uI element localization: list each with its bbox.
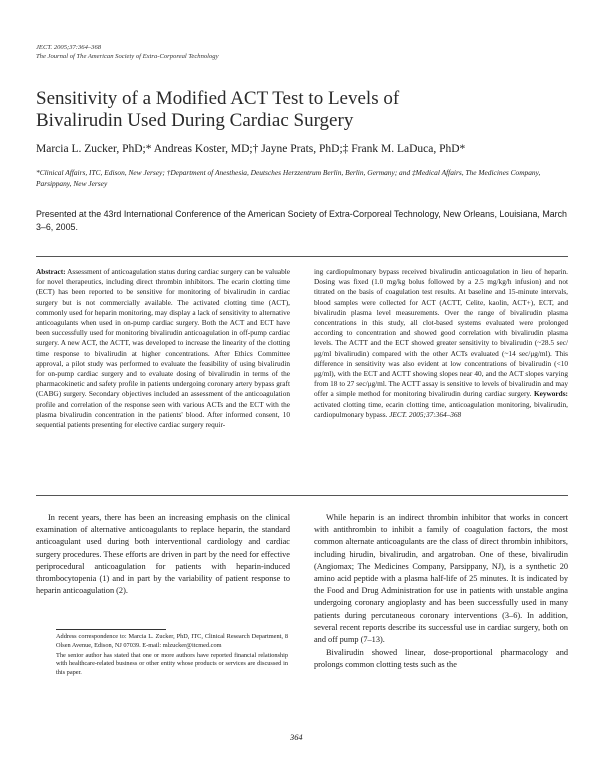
keywords-text: activated clotting time, ecarin clotting time, anticoagulation monitoring, bivalirudin, cardiopulmonary bypass. xyxy=(314,399,568,419)
article-title: Sensitivity of a Modified ACT Test to Levels of Bivalirudin Used During Cardiac Surgery xyxy=(36,88,400,131)
abstract-column-right xyxy=(314,267,568,420)
abstract-citation: JECT. 2005;37:364–368 xyxy=(389,409,462,419)
journal-name: The Journal of The American Society of Extra-Corporeal Technology xyxy=(36,52,219,60)
page-number: 364 xyxy=(290,733,303,742)
abstract-top-rule xyxy=(36,256,568,257)
abstract-label: Abstract: xyxy=(36,267,66,276)
body-paragraph: Bivalirudin showed linear, dose-proportional pharmacology and prolongs common clotting tests such as the xyxy=(314,648,568,670)
affiliations: *Clinical Affairs, ITC, Edison, New Jersey; †Department of Anesthesia, Deutsches Herzzentrum Berlin, Berlin, Germany; and ‡Medical Affairs, The Medicines Company, Parsippany, New Jersey xyxy=(36,168,541,188)
footnote-disclosure: The senior author has stated that one or more authors have reported financial relationship with healthcare-related business or other entity whose products or services are discussed in this paper. xyxy=(56,651,288,677)
abstract-column-left xyxy=(36,267,290,430)
footnote-divider xyxy=(56,629,166,630)
abstract-bottom-rule xyxy=(36,495,568,496)
body-paragraph: In recent years, there has been an increasing emphasis on the clinical examination of alternative anticoagulants to replace heparin, the standard anticoagulant used during both interventional cardiology and cardiac surgery procedures. These efforts are driven in part by the need for effective periprocedural anticoagulation for patients with heparin-induced thrombocytopenia (1) and in part by the variability of patient response to heparin anticoagulation (2). xyxy=(36,513,290,596)
author-list: Marcia L. Zucker, PhD;* Andreas Koster, MD;† Jayne Prats, PhD;‡ Frank M. LaDuca, PhD* xyxy=(36,143,466,155)
presentation-note: Presented at the 43rd International Conference of the American Society of Extra-Corporeal Technology, New Orleans, Louisiana, March 3–6, 2005. xyxy=(36,209,567,232)
body-column-right xyxy=(314,512,568,673)
abstract-text-right: ing cardiopulmonary bypass received bivalirudin anticoagulation in lieu of heparin. Dosing was fixed (1.0 mg/kg bolus followed by a 2.5 mg/kg/h infusion) and not titrated on the basis of coagulation test results. At baseline and 15-minute intervals, blood samples were collected for ACT (ACTT, Celite, kaolin, ACT+), ECT, and bivalirudin plasma level measurements. Over the range of bivalirudin plasma concentrations in this study, all clot-based systems evaluated were prolonged according to concentration and showed good correlation with bivalirudin plasma levels. The ACTT and the ECT showed greater sensitivity to bivalirudin (~28.5 sec/μg/ml bivalirudin) compared with the other ACTs evaluated (~14 sec/μg/ml). This difference in sensitivity was also evident at low concentrations of bivalirudin (<10 μg/ml), with the ECT and ACTT showing slopes near 40, and the ACT slopes varying from 18 to 27 sec/μg/ml. The ACTT assay is sensitive to levels of bivalirudin and may offer a simple method for monitoring bivalirudin during cardiac surgery. xyxy=(314,267,568,399)
body-paragraph: While heparin is an indirect thrombin inhibitor that works in concert with antithrombin to inhibit a family of coagulation factors, the most common alternate anticoagulants are the class of direct thrombin inhibitors, including hirudin, bivalirudin, and argatroban. One of these, bivalirudin (Angiomax; The Medicines Company, Parsippany, NJ), is a synthetic 20 amino acid peptide with a plasma half-life of 25 minutes. It is indicated by the Food and Drug Administration for use in patients with unstable angina undergoing coronary angioplasty and has been successfully used in many patients during percutaneous coronary interventions (3–6). In addition, several recent reports describe its successful use in cardiac surgery, both on and off pump (7–13). xyxy=(314,513,568,645)
journal-citation: JECT. 2005;37:364–368 xyxy=(36,44,102,51)
abstract-text-left: Assessment of anticoagulation status during cardiac surgery can be valuable for novel therapeutics, including direct thrombin inhibitors. The ecarin clotting time (ECT) has been reported to be sensitive for monitoring of bivalirudin in cardiac surgery but is not commercially available. The activated clotting time (ACT), commonly used for heparin monitoring, may display a lack of sensitivity to alternative anticoagulants when used in on-pump cardiac surgery. Both the ACT and ECT have been successfully used for monitoring bivalirudin anticoagulation in off-pump cardiac surgery. A new ACT, the ACTT, was developed to increase the linearity of the clotting time response to bivalirudin at higher concentrations. After Ethics Committee approval, a pilot study was performed to evaluate the feasibility of using bivalirudin for on-pump cardiac surgery and to evaluate dosing of bivalirudin in terms of the pharmacokinetic and safety profile in patients undergoing coronary artery bypass graft (CABG) surgery. Secondary objectives included an assessment of the anticoagulation profile and correlation of the response seen with various ACTs and the ECT with the plasma bivalirudin concentration in the patients' blood. After informed consent, 10 sequential patients presenting for elective cardiac surgery requir- xyxy=(36,267,291,430)
footnotes xyxy=(56,633,288,679)
footnote-correspondence: Address correspondence to: Marcia L. Zucker, PhD, ITC, Clinical Research Department, 8 Olsen Avenue, Edison, NJ 07039. E-mail: mlzucker@itcmed.com xyxy=(56,633,288,649)
keywords-label: Keywords: xyxy=(533,389,568,399)
journal-header xyxy=(36,44,219,61)
body-column-left xyxy=(36,512,290,598)
